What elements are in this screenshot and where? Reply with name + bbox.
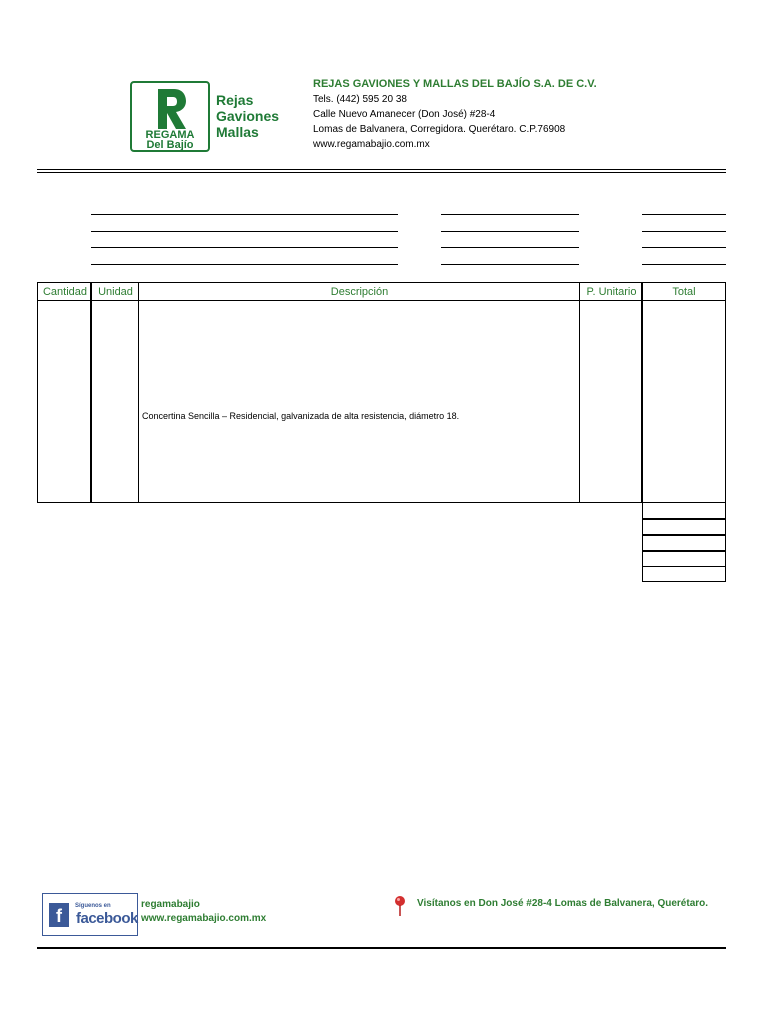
totals-box-4[interactable]	[642, 551, 726, 567]
totals-box-1[interactable]	[642, 503, 726, 519]
logo-word-gaviones: Gaviones	[216, 108, 280, 124]
location-pin-icon	[394, 895, 406, 917]
footer-website[interactable]: www.regamabajio.com.mx	[141, 913, 267, 924]
form-line-right-2[interactable]	[642, 231, 726, 232]
form-line-left-4[interactable]	[91, 264, 398, 265]
logo-word-mallas: Mallas	[216, 124, 259, 140]
col-header-descripcion: Descripción	[330, 286, 389, 298]
logo-r-icon	[154, 87, 188, 131]
totals-box-3[interactable]	[642, 535, 726, 551]
company-logo	[130, 81, 210, 152]
form-line-right-3[interactable]	[642, 247, 726, 248]
header-divider-top	[37, 169, 726, 170]
company-address-line1: Calle Nuevo Amanecer (Don José) #28-4	[313, 109, 496, 120]
facebook-wordmark: facebook	[76, 910, 138, 927]
logo-word-rejas: Rejas	[216, 92, 254, 108]
header-divider-bottom	[37, 172, 726, 173]
form-line-mid-1[interactable]	[441, 214, 579, 215]
company-name: REJAS GAVIONES Y MALLAS DEL BAJÍO S.A. DE C.V.	[313, 78, 597, 90]
logo-regama-text: REGAMA	[145, 129, 195, 141]
facebook-icon: f	[49, 903, 69, 927]
table-row	[37, 301, 726, 503]
footer-contact	[141, 898, 266, 926]
footer-visit-address: Visítanos en Don José #28-4 Lomas de Balvanera, Querétaro.	[417, 898, 709, 909]
logo-delbajio-text: Del Bajío	[146, 139, 194, 151]
company-info	[313, 77, 597, 152]
logo-words	[216, 92, 279, 140]
form-line-mid-3[interactable]	[441, 247, 579, 248]
col-header-p-unitario: P. Unitario	[586, 286, 637, 298]
totals-box-5[interactable]	[642, 566, 726, 582]
footer-divider	[37, 947, 726, 949]
facebook-badge[interactable]	[42, 893, 138, 936]
col-header-total: Total	[672, 286, 696, 298]
row-descripcion: Concertina Sencilla – Residencial, galvanizada de alta resistencia, diámetro 18.	[142, 411, 460, 421]
facebook-follow-text: Síguenos en	[75, 903, 111, 909]
form-line-mid-4[interactable]	[441, 264, 579, 265]
company-phone: Tels. (442) 595 20 38	[313, 94, 407, 105]
col-header-unidad: Unidad	[98, 286, 133, 298]
form-line-right-4[interactable]	[642, 264, 726, 265]
company-website: www.regamabajio.com.mx	[313, 139, 430, 150]
form-line-mid-2[interactable]	[441, 231, 579, 232]
col-header-cantidad: Cantidad	[42, 286, 88, 298]
form-line-left-1[interactable]	[91, 214, 398, 215]
company-address-line2: Lomas de Balvanera, Corregidora. Querétaro. C.P.76908	[313, 124, 566, 135]
totals-box-2[interactable]	[642, 519, 726, 535]
form-line-right-1[interactable]	[642, 214, 726, 215]
footer-social-handle[interactable]: regamabajio	[141, 899, 200, 910]
form-line-left-3[interactable]	[91, 247, 398, 248]
form-line-left-2[interactable]	[91, 231, 398, 232]
